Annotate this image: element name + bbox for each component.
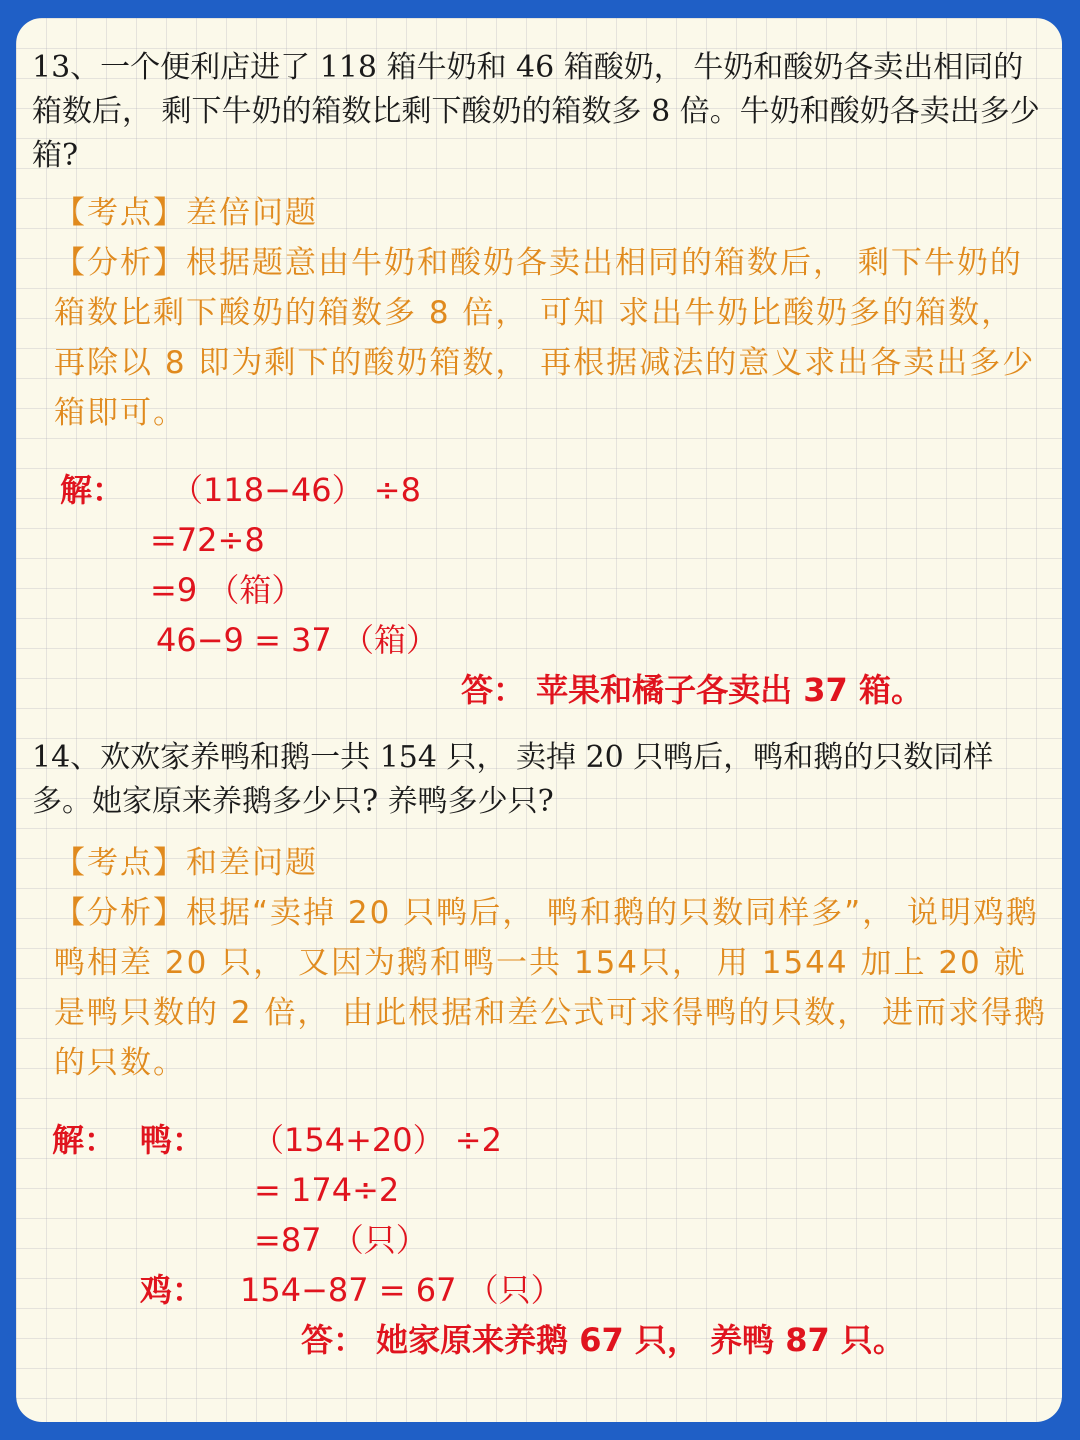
fenxi-13: 【分析】根据题意由牛奶和酸奶各卖出相同的箱数后， 剩下牛奶的箱数比剩下酸奶的箱数多 8 倍， 可知 求出牛奶比酸奶多的箱数， 再除以 8 即为剩下的酸奶箱数， 再根据减法的意义求出各卖出多少箱即可。 bbox=[54, 245, 1036, 431]
answer-14: 答： 她家原来养鹅 67 只， 养鸭 87 只。 bbox=[301, 1321, 905, 1359]
kaodian-14: 【考点】和差问题 bbox=[54, 845, 318, 881]
calc-line-14-3: =87 （只） bbox=[254, 1221, 428, 1259]
question-13: 13、一个便利店进了 118 箱牛奶和 46 箱酸奶， 牛奶和酸奶各卖出相同的箱数后， 剩下牛奶的箱数比剩下酸奶的箱数多 8 倍。牛奶和酸奶各卖出多少箱? bbox=[32, 50, 1040, 173]
kaodian-13: 【考点】差倍问题 bbox=[54, 195, 318, 231]
jie-label-13: 解： bbox=[60, 471, 125, 509]
calc-line-14-4: 154−87 = 67 （只） bbox=[240, 1271, 563, 1309]
analysis-block-14 bbox=[34, 838, 1049, 1088]
calc-line-13-4: 46−9 = 37 （箱） bbox=[156, 621, 438, 659]
calc-line-13-1: （118−46） ÷8 bbox=[171, 471, 421, 509]
chicken-label: 鸡： bbox=[140, 1271, 205, 1309]
notebook-paper bbox=[16, 18, 1062, 1422]
fenxi-14: 【分析】根据“卖掉 20 只鸭后， 鸭和鹅的只数同样多”， 说明鸡鹅鸭相差 20 只， 又因为鹅和鸭一共 154只， 用 1544 加上 20 就是鸭只数的 2 倍， 由此根据和差公式可求得鸭的只数， 进而求得鹅的只数。 bbox=[54, 895, 1048, 1081]
calc-line-13-2: =72÷8 bbox=[150, 521, 265, 559]
answer-13: 答： 苹果和橘子各卖出 37 箱。 bbox=[461, 671, 923, 709]
calc-line-13-3: =9 （箱） bbox=[150, 571, 304, 609]
calc-line-14-2: = 174÷2 bbox=[254, 1171, 400, 1209]
analysis-block-13 bbox=[34, 188, 1049, 438]
duck-label: 鸭： bbox=[140, 1121, 205, 1159]
jie-label-14: 解： bbox=[52, 1121, 117, 1159]
calc-line-14-1: （154+20） ÷2 bbox=[252, 1121, 502, 1159]
question-14: 14、欢欢家养鸭和鹅一共 154 只， 卖掉 20 只鸭后，鸭和鹅的只数同样多。她家原来养鹅多少只? 养鸭多少只? bbox=[32, 740, 994, 819]
